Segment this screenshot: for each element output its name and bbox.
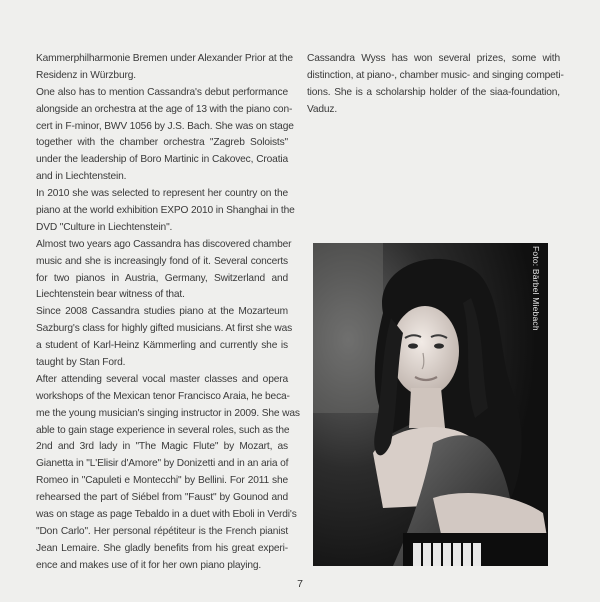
- text-line: me the young musician's singing instructor in 2009. She was: [36, 407, 300, 419]
- text-line: Almost two years ago Cassandra has discovered chamber: [36, 238, 292, 250]
- text-line: Sazburg's class for highly gifted musicians. At first she was: [36, 323, 293, 335]
- text-line: One also has to mention Cassandra's debut performance: [36, 86, 288, 98]
- text-line: Since 2008 Cassandra studies piano at the Mozarteum: [36, 306, 288, 318]
- piano-keys: [413, 543, 481, 566]
- portrait-illustration: [313, 243, 548, 566]
- text-line: was on stage as page Tebaldo in a duet with Eboli in Verdi's: [36, 509, 297, 521]
- text-line: alongside an orchestra at the age of 13 with the piano con-: [36, 103, 293, 115]
- text-line: a student of Karl-Heinz Kämmerling and currently she is: [36, 340, 288, 352]
- text-line: and in Liechtenstein.: [36, 171, 127, 183]
- text-line: "Don Carlo". Her personal répétiteur is the French pianist: [36, 525, 288, 537]
- text-line: In 2010 she was selected to represent her country on the: [36, 188, 288, 200]
- right-text-column: [307, 51, 564, 119]
- portrait-photo: [313, 243, 548, 566]
- text-line: 2nd and 3rd lady in "The Magic Flute" by Mozart, as: [36, 441, 288, 453]
- text-line: Kammerphilharmonie Bremen under Alexander Prior at the: [36, 53, 293, 64]
- text-line: Liechtenstein bear witness of that.: [36, 289, 185, 301]
- text-line: Vaduz.: [307, 103, 338, 115]
- text-line: Romeo in "Capuleti e Montecchi" by Bellini. For 2011 she: [36, 475, 288, 487]
- text-line: tions. She is a scholarship holder of the siaa-foundation,: [307, 86, 560, 98]
- text-line: music and she is increasingly fond of it. Several concerts: [36, 255, 288, 267]
- page-number: 7: [297, 578, 303, 590]
- text-line: cert in F-minor, BWV 1056 by J.S. Bach. She was on stage: [36, 120, 294, 132]
- text-line: distinction, at piano-, chamber music- and singing competi-: [307, 69, 564, 81]
- text-line: After attending several vocal master classes and opera: [36, 373, 288, 385]
- text-line: rehearsed the part of Siébel from "Faust" by Gounod and: [36, 492, 288, 504]
- text-line: ence and makes use of it for her own piano playing.: [36, 559, 262, 571]
- text-line: together with the chamber orchestra "Zagreb Soloists": [36, 137, 288, 149]
- text-line: taught by Stan Ford.: [36, 357, 126, 369]
- text-line: DVD "Culture in Liechtenstein".: [36, 221, 173, 233]
- text-line: Jean Lemaire. She gladly benefits from his great experi-: [36, 542, 288, 554]
- text-line: for two pianos in Austria, Germany, Switzerland and: [36, 272, 288, 284]
- text-line: workshops of the Mexican tenor Francisco Araia, he beca-: [36, 390, 290, 402]
- text-line: able to gain stage experience in several roles, such as the: [36, 424, 290, 436]
- text-line: Gianetta in "L'Elisir d'Amore" by Donizetti and in an aria of: [36, 458, 289, 470]
- left-text-column: [36, 51, 300, 575]
- text-line: Cassandra Wyss has won several prizes, some with: [307, 53, 560, 64]
- text-line: piano at the world exhibition EXPO 2010 in Shanghai in the: [36, 205, 295, 217]
- text-line: under the leadership of Boro Martinic in Cakovec, Croatia: [36, 154, 288, 166]
- photo-credit: Foto: Bärbel Miebach: [531, 246, 541, 331]
- text-line: Residenz in Würzburg.: [36, 69, 136, 81]
